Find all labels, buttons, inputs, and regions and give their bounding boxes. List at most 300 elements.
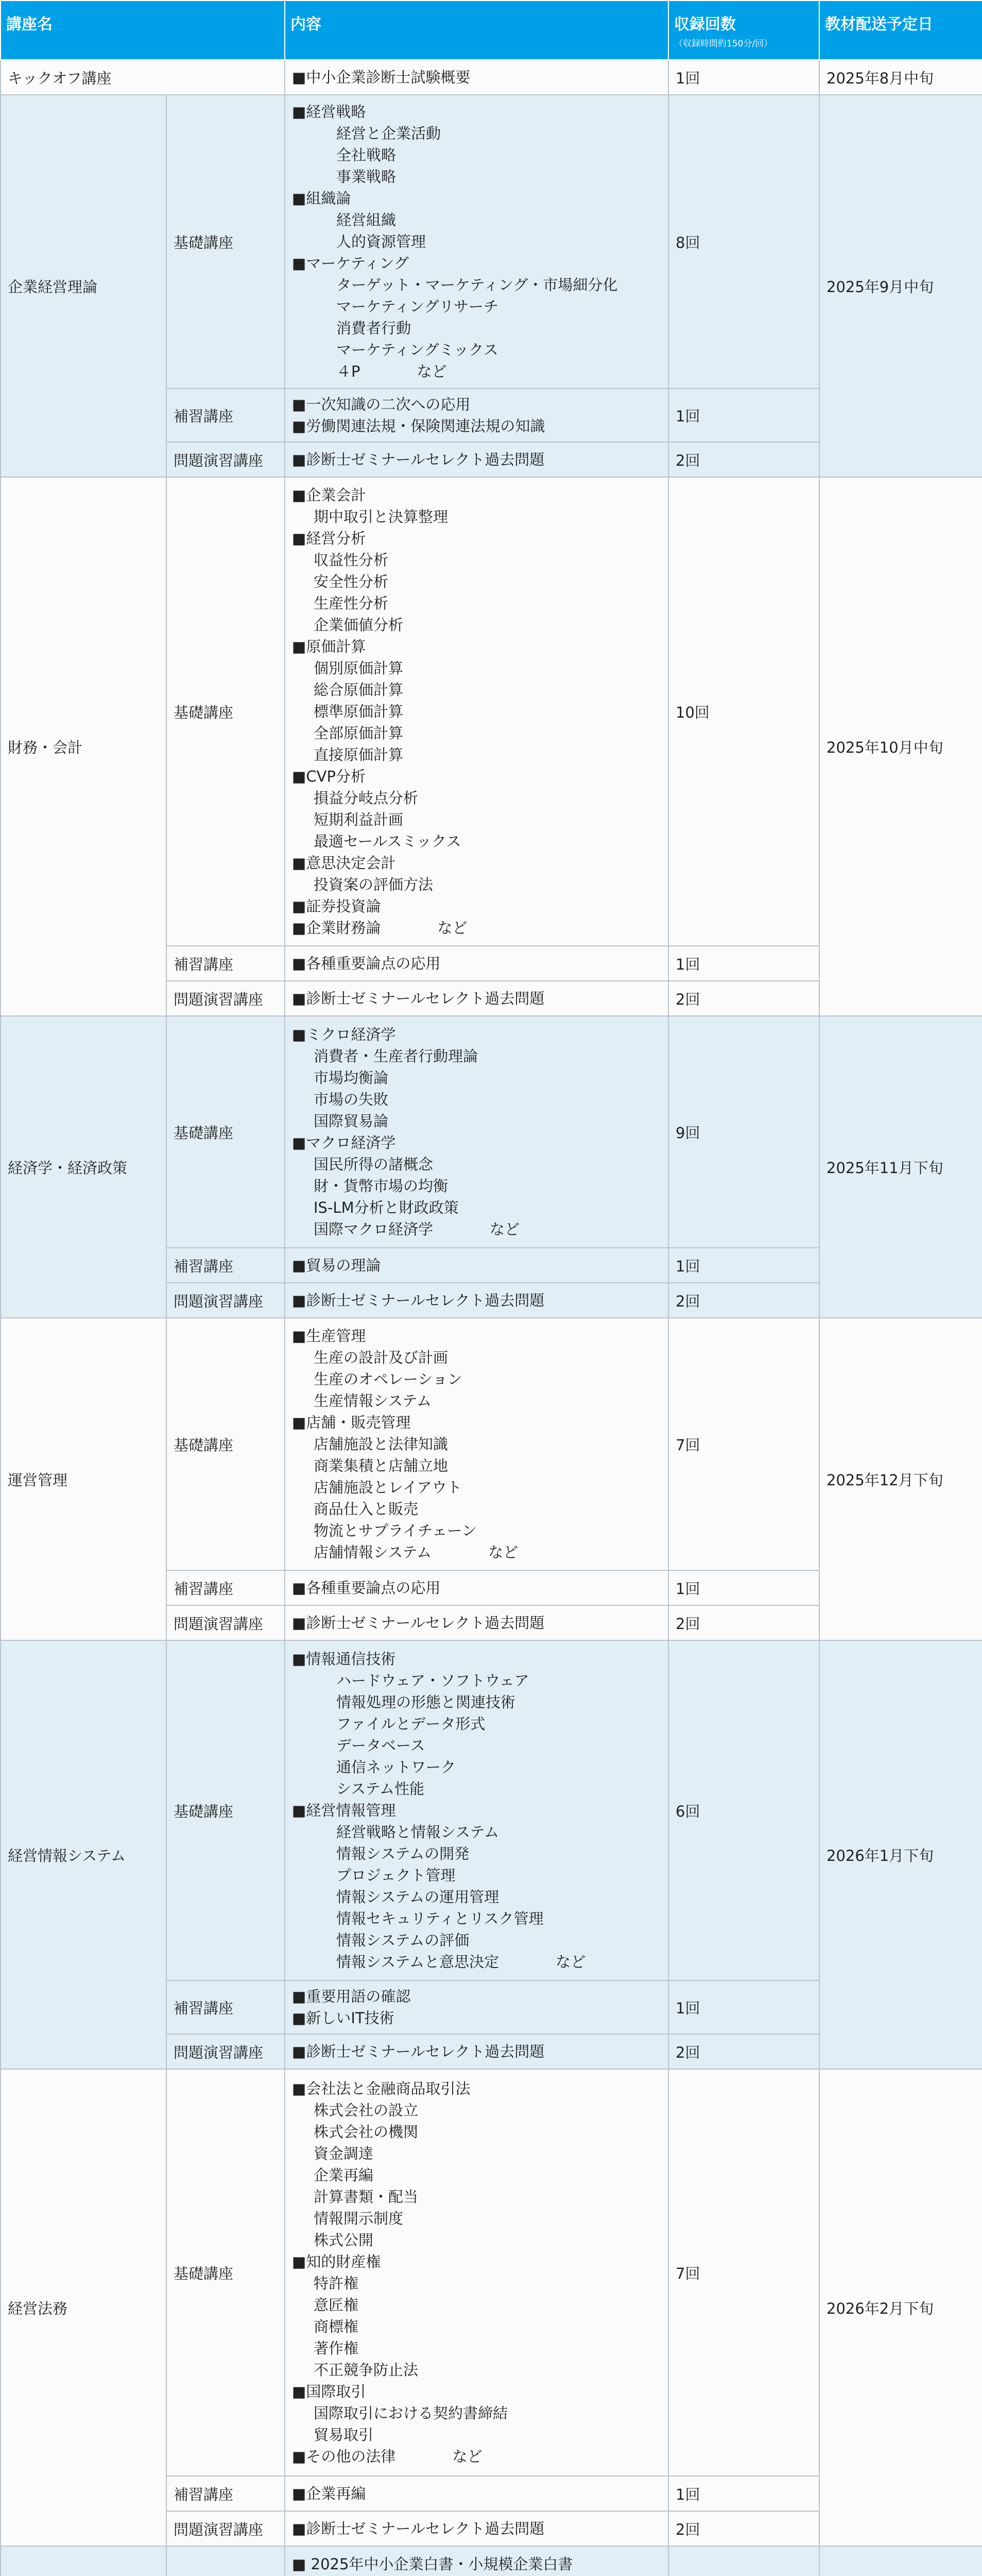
content-text: 店舗施設とレイアウト bbox=[314, 1479, 462, 1496]
sub-course-name: 基礎講座 bbox=[166, 1318, 285, 1570]
course-content bbox=[285, 1016, 668, 1248]
content-text: ■中小企業診断士試験概要 bbox=[292, 69, 471, 86]
content-line bbox=[292, 1756, 661, 1778]
content-line bbox=[292, 274, 661, 296]
content-text: 国際取引における契約書締結 bbox=[314, 2404, 508, 2422]
content-line bbox=[292, 2446, 661, 2467]
content-line bbox=[292, 1886, 661, 1908]
content-line bbox=[292, 1154, 661, 1175]
content-text: ■マクロ経済学 bbox=[292, 1134, 396, 1151]
content-text: 企業価値分析 bbox=[314, 616, 404, 634]
table-header-row bbox=[1, 1, 982, 60]
session-count: 1回 bbox=[668, 2476, 819, 2511]
content-line bbox=[292, 1045, 661, 1067]
content-line bbox=[292, 1670, 661, 1691]
sub-course-name: 問題演習講座 bbox=[166, 1283, 285, 1318]
delivery-date: 2025年8月中旬 bbox=[819, 60, 982, 95]
content-text: 期中取引と決算整理 bbox=[314, 508, 449, 526]
content-line bbox=[292, 449, 661, 470]
course-name bbox=[1, 2546, 166, 2576]
content-text: 情報処理の形態と関連技術 bbox=[336, 1693, 516, 1711]
content-text: ４P bbox=[336, 363, 360, 380]
content-line bbox=[292, 188, 661, 209]
course-content bbox=[285, 2034, 668, 2069]
content-line bbox=[292, 614, 661, 636]
content-text: 物流とサプライチェーン bbox=[314, 1522, 477, 1539]
session-count: 1回 bbox=[668, 60, 819, 95]
content-line bbox=[292, 571, 661, 592]
content-line bbox=[292, 1089, 661, 1110]
session-count: 2回 bbox=[668, 1283, 819, 1318]
content-line bbox=[292, 1110, 661, 1132]
content-text: ■知的財産権 bbox=[292, 2253, 381, 2270]
etc-note: など bbox=[556, 1953, 586, 1971]
content-line bbox=[292, 528, 661, 549]
delivery-date: 2026年1月下旬 bbox=[819, 1640, 982, 2069]
course-content bbox=[285, 95, 668, 388]
session-count: 7回 bbox=[668, 2069, 819, 2476]
content-line bbox=[292, 2229, 661, 2251]
content-line bbox=[292, 988, 661, 1009]
content-text: データベース bbox=[336, 1737, 425, 1754]
table-row bbox=[1, 1016, 982, 1248]
content-text: 財・貨幣市場の均衡 bbox=[314, 1177, 449, 1195]
sub-course-name: 補習講座 bbox=[166, 1248, 285, 1283]
content-text: 店舗施設と法律知識 bbox=[314, 1435, 449, 1453]
content-text: ターゲット・マーケティング・市場細分化 bbox=[336, 276, 618, 294]
content-text: 生産性分析 bbox=[314, 595, 389, 612]
content-line bbox=[292, 1908, 661, 1929]
content-line bbox=[292, 701, 661, 722]
content-text: ■重要用語の確認 bbox=[292, 1988, 411, 2005]
content-line bbox=[292, 1412, 661, 1433]
session-count: 2回 bbox=[668, 442, 819, 477]
session-count: 8回 bbox=[668, 95, 819, 388]
content-text: 国際貿易論 bbox=[314, 1112, 389, 1130]
session-count: 2回 bbox=[668, 2511, 819, 2546]
content-text: ■意思決定会計 bbox=[292, 854, 396, 872]
content-line bbox=[292, 1290, 661, 1311]
sub-course-name: 基礎講座 bbox=[166, 1016, 285, 1248]
content-line bbox=[292, 1218, 661, 1240]
delivery-date bbox=[819, 2546, 982, 2576]
content-text: ■診断士ゼミナールセレクト過去問題 bbox=[292, 1614, 545, 1632]
table-row bbox=[1, 1318, 982, 1570]
sub-course-name: 問題演習講座 bbox=[166, 2511, 285, 2546]
course-content bbox=[285, 2546, 668, 2576]
content-text: 人的資源管理 bbox=[336, 233, 426, 250]
content-text: ■経営情報管理 bbox=[292, 1802, 396, 1819]
content-text: ■新しいIT技術 bbox=[292, 2009, 394, 2027]
sub-course-name: 補習講座 bbox=[166, 388, 285, 442]
content-text: IS-LM分析と財政政策 bbox=[314, 1199, 459, 1216]
course-content bbox=[285, 1318, 668, 1570]
content-text: 生産情報システム bbox=[314, 1392, 432, 1410]
delivery-date: 2026年2月下旬 bbox=[819, 2069, 982, 2546]
content-text: ■ 2025年中小企業白書・小規模企業白書 bbox=[292, 2555, 573, 2573]
content-line bbox=[292, 1368, 661, 1390]
delivery-date: 2025年10月中旬 bbox=[819, 477, 982, 1016]
content-text: 情報システムの評価 bbox=[336, 1931, 470, 1949]
table-row bbox=[1, 1640, 982, 1980]
content-line bbox=[292, 166, 661, 188]
content-text: 生産のオペレーション bbox=[314, 1370, 462, 1388]
content-text: プロジェクト管理 bbox=[336, 1867, 456, 1884]
delivery-date: 2025年11月下旬 bbox=[819, 1016, 982, 1318]
session-count: 2回 bbox=[668, 1605, 819, 1640]
sub-course-name: 問題演習講座 bbox=[166, 442, 285, 477]
course-content bbox=[285, 946, 668, 981]
course-content bbox=[285, 388, 668, 442]
content-line bbox=[292, 394, 661, 415]
content-line bbox=[292, 636, 661, 657]
content-line bbox=[292, 1735, 661, 1756]
content-line bbox=[292, 2186, 661, 2208]
content-text: 情報システムの運用管理 bbox=[336, 1888, 499, 1906]
session-count: 2回 bbox=[668, 981, 819, 1016]
content-text: 個別原価計算 bbox=[314, 659, 404, 677]
content-line bbox=[292, 1713, 661, 1735]
content-text: 資金調達 bbox=[314, 2145, 374, 2162]
content-text: 直接原価計算 bbox=[314, 746, 404, 764]
content-line bbox=[292, 2143, 661, 2164]
content-text: 情報開示制度 bbox=[314, 2210, 404, 2227]
content-text: ■貿易の理論 bbox=[292, 1257, 381, 1274]
course-name: 企業経営理論 bbox=[1, 95, 166, 477]
content-text: ■情報通信技術 bbox=[292, 1650, 396, 1668]
content-text: ■労働関連法規・保険関連法規の知識 bbox=[292, 417, 545, 435]
content-line bbox=[292, 361, 661, 382]
course-content bbox=[285, 2476, 668, 2511]
content-text: マーケティングリサーチ bbox=[336, 298, 498, 315]
course-content bbox=[285, 60, 668, 95]
course-content bbox=[285, 1570, 668, 1605]
course-name: 経済学・経済政策 bbox=[1, 1016, 166, 1318]
table-row bbox=[1, 95, 982, 388]
content-line bbox=[292, 1520, 661, 1541]
content-text: ■証券投資論 bbox=[292, 897, 381, 915]
table-row bbox=[1, 60, 982, 95]
course-content bbox=[285, 477, 668, 946]
content-text: ■国際取引 bbox=[292, 2383, 366, 2400]
sub-course-name: 補習講座 bbox=[166, 2476, 285, 2511]
course-name: 経営情報システム bbox=[1, 1640, 166, 2069]
content-line bbox=[292, 2041, 661, 2062]
content-line bbox=[292, 1800, 661, 1821]
content-line bbox=[292, 231, 661, 252]
content-line bbox=[292, 66, 661, 88]
content-line bbox=[292, 1865, 661, 1886]
table-row bbox=[1, 2069, 982, 2476]
content-text: ■診断士ゼミナールセレクト過去問題 bbox=[292, 451, 545, 468]
content-text: ■一次知識の二次への応用 bbox=[292, 396, 471, 413]
content-line bbox=[292, 2007, 661, 2029]
content-line bbox=[292, 953, 661, 974]
content-text: ■原価計算 bbox=[292, 638, 366, 655]
content-line bbox=[292, 2553, 661, 2575]
content-line bbox=[292, 549, 661, 571]
content-text: 計算書類・配当 bbox=[314, 2188, 419, 2206]
content-text: 総合原価計算 bbox=[314, 681, 404, 699]
content-line bbox=[292, 2359, 661, 2381]
session-count: 7回 bbox=[668, 1318, 819, 1570]
content-line bbox=[292, 2078, 661, 2099]
content-text: ■CVP分析 bbox=[292, 768, 366, 785]
course-content bbox=[285, 2511, 668, 2546]
sub-course-name: 基礎講座 bbox=[166, 95, 285, 388]
table-row bbox=[1, 477, 982, 946]
content-text: ■診断士ゼミナールセレクト過去問題 bbox=[292, 990, 545, 1007]
content-line bbox=[292, 1986, 661, 2007]
course-name: 経営法務 bbox=[1, 2069, 166, 2546]
content-text: 収益性分析 bbox=[314, 551, 389, 569]
content-line bbox=[292, 831, 661, 852]
content-line bbox=[292, 1951, 661, 1973]
content-line bbox=[292, 2294, 661, 2316]
content-text: 経営組織 bbox=[336, 211, 397, 229]
content-text: ■会社法と金融商品取引法 bbox=[292, 2080, 471, 2097]
session-count: 9回 bbox=[668, 1016, 819, 1248]
content-text: 株式会社の設立 bbox=[314, 2102, 419, 2119]
content-line bbox=[292, 679, 661, 701]
session-count bbox=[668, 2546, 819, 2576]
session-count: 2回 bbox=[668, 2034, 819, 2069]
content-text: 事業戦略 bbox=[336, 168, 397, 185]
content-text: ■マーケティング bbox=[292, 255, 409, 272]
content-line bbox=[292, 766, 661, 787]
content-line bbox=[292, 1477, 661, 1498]
content-text: 経営と企業活動 bbox=[336, 125, 441, 142]
table-row bbox=[1, 2546, 982, 2576]
content-text: 著作権 bbox=[314, 2340, 359, 2357]
content-line bbox=[292, 484, 661, 506]
content-text: 投資案の評価方法 bbox=[314, 876, 434, 893]
content-line bbox=[292, 1843, 661, 1865]
course-content bbox=[285, 1605, 668, 1640]
content-text: 株式公開 bbox=[314, 2231, 374, 2249]
session-count: 6回 bbox=[668, 1640, 819, 1980]
content-line bbox=[292, 852, 661, 874]
content-text: ■経営戦略 bbox=[292, 103, 366, 121]
content-line bbox=[292, 722, 661, 744]
content-line bbox=[292, 2251, 661, 2273]
content-line bbox=[292, 592, 661, 614]
session-count: 1回 bbox=[668, 1570, 819, 1605]
sub-course-name: 問題演習講座 bbox=[166, 981, 285, 1016]
content-text: ■企業再編 bbox=[292, 2485, 366, 2502]
content-text: ■診断士ゼミナールセレクト過去問題 bbox=[292, 1292, 545, 1309]
content-text: ■診断士ゼミナールセレクト過去問題 bbox=[292, 2043, 545, 2060]
sub-course-name: 基礎講座 bbox=[166, 2069, 285, 2476]
content-line bbox=[292, 657, 661, 679]
content-line bbox=[292, 2483, 661, 2504]
content-line bbox=[292, 2099, 661, 2121]
content-text: 消費者・生産者行動理論 bbox=[314, 1047, 478, 1065]
header-delivery: 教材配送予定日 bbox=[819, 1, 982, 60]
content-line bbox=[292, 809, 661, 831]
content-text: 不正競争防止法 bbox=[314, 2361, 419, 2379]
content-line bbox=[292, 2424, 661, 2446]
course-content bbox=[285, 442, 668, 477]
course-name: 運営管理 bbox=[1, 1318, 166, 1640]
content-text: 最適セールスミックス bbox=[314, 833, 461, 850]
content-text: 商標権 bbox=[314, 2318, 359, 2335]
content-line bbox=[292, 2316, 661, 2337]
content-text: 経営戦略と情報システム bbox=[336, 1823, 499, 1841]
content-line bbox=[292, 2208, 661, 2229]
content-line bbox=[292, 1541, 661, 1563]
content-line bbox=[292, 209, 661, 231]
content-text: 商品仕入と販売 bbox=[314, 1500, 419, 1518]
content-line bbox=[292, 317, 661, 339]
content-line bbox=[292, 1929, 661, 1951]
session-count: 1回 bbox=[668, 1980, 819, 2034]
content-line bbox=[292, 1132, 661, 1154]
content-text: 国際マクロ経済学 bbox=[314, 1221, 434, 1238]
content-line bbox=[292, 1255, 661, 1276]
content-line bbox=[292, 296, 661, 317]
content-text: ■その他の法律 bbox=[292, 2448, 396, 2465]
content-text: ■診断士ゼミナールセレクト過去問題 bbox=[292, 2520, 545, 2537]
content-text: 通信ネットワーク bbox=[336, 1758, 456, 1776]
content-line bbox=[292, 2518, 661, 2539]
content-line bbox=[292, 1433, 661, 1455]
content-text: 市場の失敗 bbox=[314, 1091, 389, 1108]
content-text: 安全性分析 bbox=[314, 573, 389, 590]
content-line bbox=[292, 1778, 661, 1800]
delivery-date: 2025年9月中旬 bbox=[819, 95, 982, 477]
content-text: ■店舗・販売管理 bbox=[292, 1414, 411, 1431]
content-text: ファイルとデータ形式 bbox=[336, 1715, 486, 1733]
sub-course-name: 基礎講座 bbox=[166, 1640, 285, 1980]
sub-course-name: 問題演習講座 bbox=[166, 1605, 285, 1640]
course-content bbox=[285, 1283, 668, 1318]
content-text: ■企業財務論 bbox=[292, 919, 381, 937]
etc-note: など bbox=[437, 919, 468, 937]
course-content bbox=[285, 1248, 668, 1283]
content-text: ■各種重要論点の応用 bbox=[292, 955, 441, 972]
sub-course-name: 基礎講座 bbox=[166, 477, 285, 946]
content-line bbox=[292, 2164, 661, 2186]
course-content bbox=[285, 1980, 668, 2034]
content-line bbox=[292, 252, 661, 274]
content-text: 消費者行動 bbox=[336, 319, 411, 337]
session-count: 1回 bbox=[668, 388, 819, 442]
course-name: キックオフ講座 bbox=[1, 60, 285, 95]
delivery-date: 2025年12月下旬 bbox=[819, 1318, 982, 1640]
header-content: 内容 bbox=[285, 1, 668, 60]
content-text: 生産の設計及び計画 bbox=[314, 1349, 449, 1366]
content-text: 商業集積と店舗立地 bbox=[314, 1457, 449, 1475]
content-text: 国民所得の諸概念 bbox=[314, 1156, 434, 1173]
course-content bbox=[285, 1640, 668, 1980]
content-line bbox=[292, 1821, 661, 1843]
sub-course-name: 問題演習講座 bbox=[166, 2034, 285, 2069]
etc-note: など bbox=[490, 1221, 520, 1238]
content-line bbox=[292, 787, 661, 809]
content-line bbox=[292, 1455, 661, 1477]
content-text: ■各種重要論点の応用 bbox=[292, 1579, 441, 1597]
content-line bbox=[292, 2121, 661, 2143]
content-line bbox=[292, 1347, 661, 1368]
content-line bbox=[292, 874, 661, 895]
content-line bbox=[292, 1691, 661, 1713]
content-line bbox=[292, 101, 661, 123]
content-line bbox=[292, 415, 661, 437]
content-text: 意匠権 bbox=[314, 2296, 359, 2314]
course-content bbox=[285, 2069, 668, 2476]
sub-course-name: 補習講座 bbox=[166, 946, 285, 981]
content-line bbox=[292, 2402, 661, 2424]
content-line bbox=[292, 2273, 661, 2294]
content-line bbox=[292, 1648, 661, 1670]
content-text: マーケティングミックス bbox=[336, 341, 498, 359]
content-text: 店舗情報システム bbox=[314, 1544, 432, 1561]
content-line bbox=[292, 1175, 661, 1197]
content-text: 全部原価計算 bbox=[314, 724, 404, 742]
content-line bbox=[292, 1498, 661, 1520]
content-text: ■組織論 bbox=[292, 190, 351, 207]
content-text: 貿易取引 bbox=[314, 2426, 374, 2444]
etc-note: など bbox=[452, 2448, 483, 2465]
content-line bbox=[292, 144, 661, 166]
content-text: 標準原価計算 bbox=[314, 703, 404, 720]
content-text: ハードウェア・ソフトウェア bbox=[336, 1672, 529, 1689]
content-text: 損益分岐点分析 bbox=[314, 789, 419, 807]
etc-note: など bbox=[417, 363, 447, 380]
sub-course-name: 補習講座 bbox=[166, 1980, 285, 2034]
sub-course-name bbox=[166, 2546, 285, 2576]
content-line bbox=[292, 2337, 661, 2359]
etc-note: など bbox=[488, 1544, 519, 1561]
content-line bbox=[292, 1067, 661, 1089]
content-line bbox=[292, 1390, 661, 1412]
header-count-note: （収録時間約150分/回） bbox=[674, 39, 773, 49]
content-text: 株式会社の機関 bbox=[314, 2123, 419, 2141]
content-text: 情報システムの開発 bbox=[336, 1845, 470, 1862]
sub-course-name: 補習講座 bbox=[166, 1570, 285, 1605]
content-text: 企業再編 bbox=[314, 2166, 374, 2184]
content-line bbox=[292, 1612, 661, 1634]
content-line bbox=[292, 1577, 661, 1599]
content-line bbox=[292, 123, 661, 144]
content-text: 特許権 bbox=[314, 2275, 359, 2292]
header-course: 講座名 bbox=[1, 1, 285, 60]
content-line bbox=[292, 506, 661, 528]
content-line bbox=[292, 1325, 661, 1347]
content-text: 情報セキュリティとリスク管理 bbox=[336, 1910, 544, 1927]
course-content bbox=[285, 981, 668, 1016]
header-count: 収録回数 （収録時間約150分/回） bbox=[668, 1, 819, 60]
content-line bbox=[292, 339, 661, 361]
content-line bbox=[292, 917, 661, 939]
content-line bbox=[292, 2381, 661, 2402]
session-count: 1回 bbox=[668, 946, 819, 981]
content-text: 短期利益計画 bbox=[314, 811, 404, 828]
content-line bbox=[292, 895, 661, 917]
content-text: 全社戦略 bbox=[336, 146, 397, 164]
content-text: ■企業会計 bbox=[292, 486, 366, 504]
content-text: 市場均衡論 bbox=[314, 1069, 389, 1087]
content-text: システム性能 bbox=[336, 1780, 425, 1798]
content-line bbox=[292, 1024, 661, 1045]
content-line bbox=[292, 1197, 661, 1218]
session-count: 10回 bbox=[668, 477, 819, 946]
course-name: 財務・会計 bbox=[1, 477, 166, 1016]
content-text: ■生産管理 bbox=[292, 1327, 366, 1345]
content-text: 情報システムと意思決定 bbox=[336, 1953, 499, 1971]
content-text: ■ミクロ経済学 bbox=[292, 1026, 396, 1043]
